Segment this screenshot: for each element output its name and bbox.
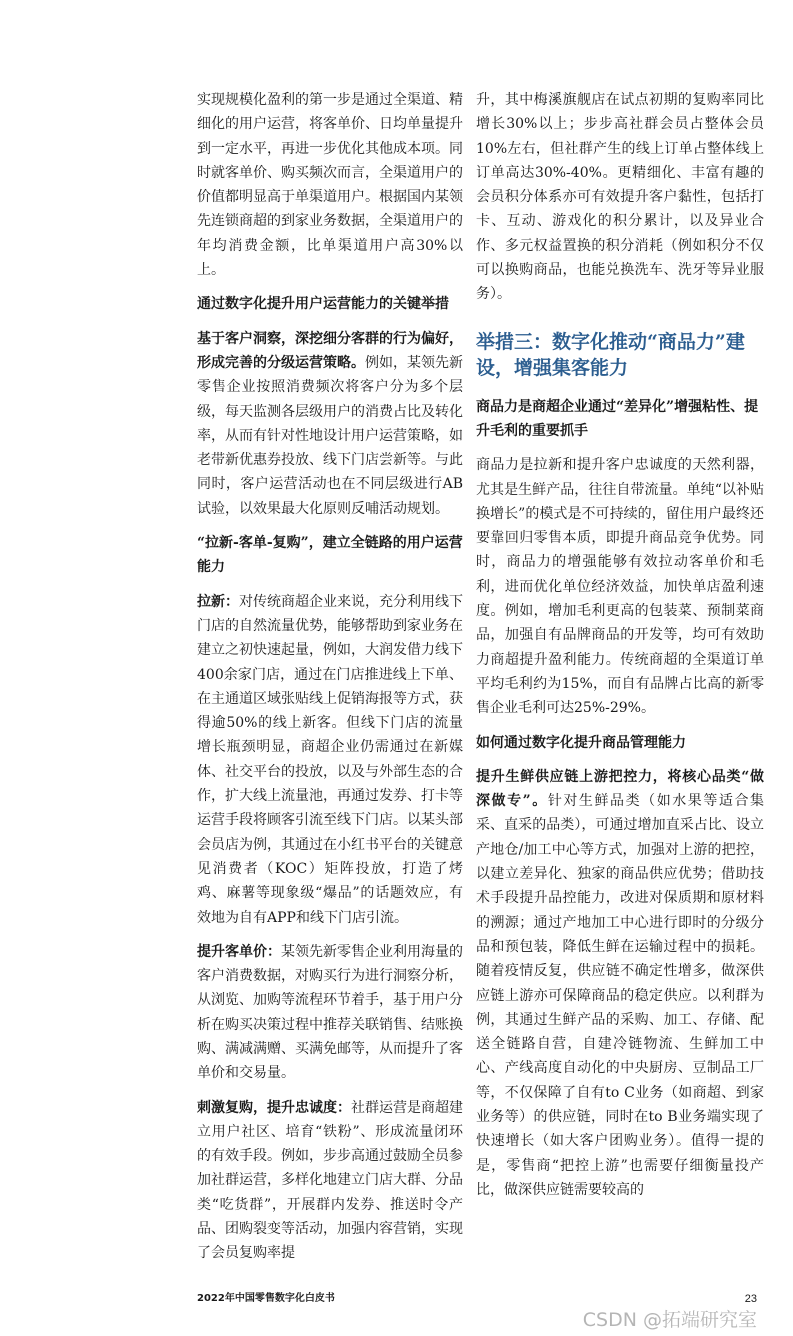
paragraph-body: 针对生鲜品类（如水果等适合集采、直采的品类），可通过增加直采占比、设立产地仓/加工中心等方式，加强对上游的把控，以建立差异化、独家的商品供应优势；借助技术手段提升品控能力，改进对保质期和原材料的溯源；通过产地加工中心进行即时的分级分品和预包装，降低生鲜在运输过程中的损耗。随着疫情反复，供应链不确定性增多，做深供应链上游亦可保障商品的稳定供应。以利群为例，其通过生鲜产品的采购、加工、存储、配送全链路自营，自建冷链物流、生鲜加工中心、产线高度自动化的中央厨房、豆制品工厂等，不仅保障了自有to C业务（如商超、到家业务等）的供应链，同时在to B业务端实现了快速增长（如大客户团购业务）。值得一提的是，零售商“把控上游”也需要仔细衡量投产比，做深供应链需要较高的 <box>476 793 765 1198</box>
paragraph-lead: 提升客单价： <box>197 943 281 960</box>
page-footer <box>0 1276 757 1336</box>
footer-row <box>197 1292 757 1306</box>
watermark: CSDN @拓端研究室 <box>582 1308 757 1331</box>
footer-title: 2022年中国零售数字化白皮书 <box>197 1292 335 1304</box>
paragraph-body: 对传统商超企业来说，充分利用线下门店的自然流量优势，能够帮助到家业务在建立之初快速起量，例如，大润发借力线下400余家门店，通过在门店推进线上下单、在主通道区域张贴线上促销海报等方式，获得逾50%的线上新客。但线下门店的流量增长瓶颈明显，商超企业仍需通过在新媒体、社交平台的投放，以及与外部生态的合作，扩大线上流量池，再通过发券、打卡等运营手段将顾客引流至线下门店。以某头部会员店为例，其通过在小红书平台的关键意见消费者（KOC）矩阵投放，打造了烤鸡、麻薯等现象级“爆品”的话题效应，有效地为自有APP和线下门店引流。 <box>197 593 463 926</box>
paragraph: 升，其中梅溪旗舰店在试点初期的复购率同比增长30%以上；步步高社群会员占整体会员10%左右，但社群产生的线上订单占整体线上订单高达30%-40%。更精细化、丰富有趣的会员积分体系亦可有效提升客户黏性，包括打卡、互动、游戏化的积分累计，以及异业合作、多元权益置换的积分消耗（例如积分不仅可以换购商品，也能兑换洗车、洗牙等异业服务）。 <box>476 92 764 303</box>
page-number: 23 <box>744 1292 757 1305</box>
paragraph-lead: 拉新： <box>197 593 239 610</box>
left-column <box>197 88 463 1276</box>
paragraph <box>197 590 463 930</box>
paragraph-body: 社群运营是商超建立用户社区、培育“铁粉”、形成流量闭环的有效手段。例如，步步高通过鼓励全员参加社群运营，多样化地建立门店大群、分品类“吃货群”，开展群内发券、推送时令产品、团购裂变等活动，加强内容营销，实现了会员复购率提 <box>197 1099 463 1262</box>
paragraph-lead: 基于客户洞察，深挖细分客群的行为偏好，形成完善的分级运营策略。 <box>197 330 463 371</box>
paragraph-lead: 提升生鲜供应链上游把控力，将核心品类“做深做专”。 <box>476 768 764 810</box>
paragraph <box>197 940 463 1086</box>
right-column <box>476 88 764 1212</box>
paragraph <box>476 765 764 1202</box>
subheading: 通过数字化提升用户运营能力的关键举措 <box>197 296 449 313</box>
paragraph-lead: 刺激复购，提升忠诚度： <box>197 1099 351 1116</box>
paragraph <box>197 327 463 521</box>
paragraph-body: 某领先新零售企业利用海量的客户消费数据，对购买行为进行洞察分析，从浏览、加购等流程环节着手，基于用户分析在购买决策过程中推荐关联销售、结账换购、满减满赠、买满免邮等，从而提升了客单价和交易量。 <box>197 943 463 1082</box>
subheading: “拉新-客单-复购”，建立全链路的用户运营能力 <box>197 535 463 576</box>
subheading: 商品力是商超企业通过“差异化”增强粘性、提升毛利的重要抓手 <box>476 398 759 439</box>
paragraph-body: 例如，某领先新零售企业按照消费频次将客户分为多个层级，每天监测各层级用户的消费占比及转化率，从而有针对性地设计用户运营策略，如老带新优惠券投放、线下门店尝新等。与此同时，客户运营活动也在不同层级进行AB试验，以效果最大化原则反哺活动规划。 <box>197 354 463 517</box>
paragraph: 实现规模化盈利的第一步是通过全渠道、精细化的用户运营，将客单价、日均单量提升到一定水平，再进一步优化其他成本项。同时就客单价、购买频次而言，全渠道用户的价值都明显高于单渠道用户。根据国内某领先连锁商超的到家业务数据，全渠道用户的年均消费金额，比单渠道用户高30%以上。 <box>197 92 463 279</box>
subheading: 如何通过数字化提升商品管理能力 <box>476 734 686 751</box>
section-title: 举措三：数字化推动“商品力”建设，增强集客能力 <box>476 330 745 379</box>
paragraph <box>197 1096 463 1266</box>
paragraph: 商品力是拉新和提升客户忠诚度的天然利器，尤其是生鲜产品，往往自带流量。单纯“以补贴换增长”的模式是不可持续的，留住用户最终还要靠回归零售本质，即提升商品竞争优势。同时，商品力的增强能够有效拉动客单价和毛利，进而优化单位经济效益，加快单店盈利速度。例如，增加毛利更高的包装菜、预制菜商品，加强自有品牌商品的开发等，均可有效助力商超提升盈利能力。传统商超的全渠道订单平均毛利约为15%，而自有品牌占比高的新零售企业毛利可达25%-29%。 <box>476 457 764 717</box>
